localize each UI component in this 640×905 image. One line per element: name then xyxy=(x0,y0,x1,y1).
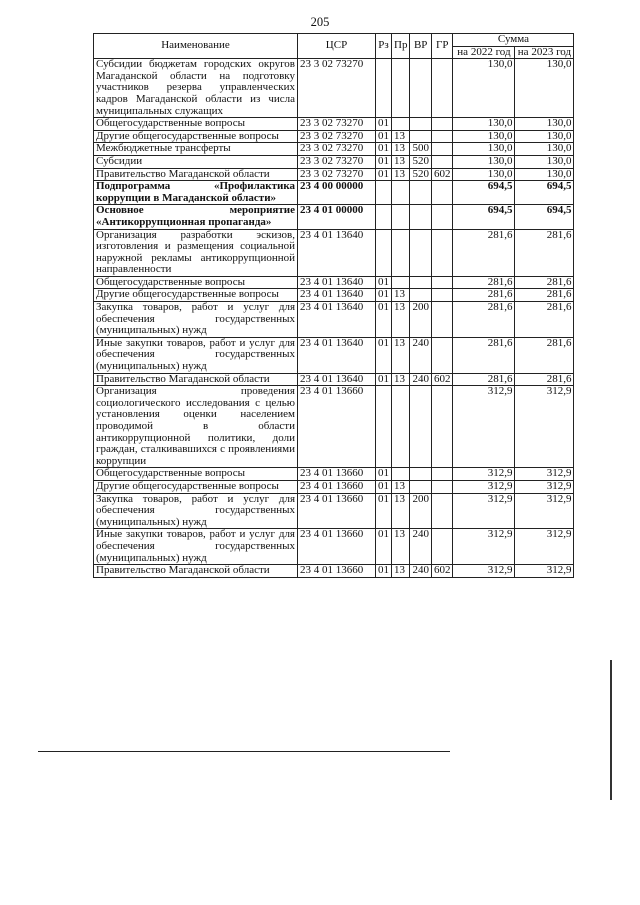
row-sum-2023: 130,0 xyxy=(515,168,574,181)
table-body xyxy=(94,59,574,578)
row-sum-2022: 281,6 xyxy=(453,289,515,302)
row-name: Другие общегосударственные вопросы xyxy=(94,480,298,493)
row-gr xyxy=(431,480,453,493)
table-row xyxy=(94,155,574,168)
row-vr xyxy=(410,468,432,481)
row-rz: 01 xyxy=(376,493,392,529)
row-csr: 23 4 01 13660 xyxy=(298,468,376,481)
header-pr: Пр xyxy=(392,34,410,59)
row-vr xyxy=(410,276,432,289)
row-csr: 23 4 01 13640 xyxy=(298,276,376,289)
row-csr: 23 4 01 13660 xyxy=(298,493,376,529)
row-rz: 01 xyxy=(376,529,392,565)
row-rz: 01 xyxy=(376,468,392,481)
table-row xyxy=(94,565,574,578)
table-row xyxy=(94,529,574,565)
bottom-divider xyxy=(38,751,450,752)
row-rz xyxy=(376,181,392,205)
row-gr xyxy=(431,143,453,156)
table-row xyxy=(94,289,574,302)
row-csr: 23 4 00 00000 xyxy=(298,181,376,205)
row-sum-2023: 281,6 xyxy=(515,229,574,276)
row-pr: 13 xyxy=(392,130,410,143)
table-row xyxy=(94,181,574,205)
scan-edge-line xyxy=(610,660,612,800)
row-name: Основное мероприятие «Антикоррупционная пропаганда» xyxy=(94,205,298,229)
table-row xyxy=(94,337,574,373)
row-rz: 01 xyxy=(376,480,392,493)
row-csr: 23 4 01 13640 xyxy=(298,337,376,373)
row-pr xyxy=(392,229,410,276)
row-rz: 01 xyxy=(376,289,392,302)
row-sum-2022: 130,0 xyxy=(453,155,515,168)
row-csr: 23 4 01 13660 xyxy=(298,529,376,565)
row-gr: 602 xyxy=(431,373,453,386)
row-vr xyxy=(410,386,432,468)
row-csr: 23 3 02 73270 xyxy=(298,130,376,143)
row-sum-2023: 130,0 xyxy=(515,155,574,168)
row-rz xyxy=(376,386,392,468)
row-sum-2022: 312,9 xyxy=(453,565,515,578)
row-rz xyxy=(376,229,392,276)
row-sum-2022: 130,0 xyxy=(453,143,515,156)
row-rz xyxy=(376,205,392,229)
row-pr xyxy=(392,181,410,205)
row-name: Закупка товаров, работ и услуг для обеспечения государственных (муниципальных) нужд xyxy=(94,302,298,338)
row-gr xyxy=(431,468,453,481)
table-row xyxy=(94,276,574,289)
row-name: Другие общегосударственные вопросы xyxy=(94,130,298,143)
row-rz: 01 xyxy=(376,337,392,373)
row-csr: 23 4 01 13660 xyxy=(298,480,376,493)
row-gr xyxy=(431,302,453,338)
row-name: Субсидии xyxy=(94,155,298,168)
row-pr: 13 xyxy=(392,565,410,578)
row-pr: 13 xyxy=(392,155,410,168)
row-name: Другие общегосударственные вопросы xyxy=(94,289,298,302)
row-name: Правительство Магаданской области xyxy=(94,565,298,578)
row-sum-2023: 130,0 xyxy=(515,118,574,131)
table-header xyxy=(94,34,574,59)
row-vr xyxy=(410,130,432,143)
row-sum-2023: 312,9 xyxy=(515,480,574,493)
row-sum-2023: 694,5 xyxy=(515,181,574,205)
header-sum: Сумма xyxy=(453,34,574,47)
header-year-2023: на 2023 год xyxy=(515,46,574,59)
row-gr xyxy=(431,181,453,205)
row-gr xyxy=(431,229,453,276)
row-vr: 240 xyxy=(410,565,432,578)
row-pr: 13 xyxy=(392,529,410,565)
row-gr: 602 xyxy=(431,565,453,578)
row-vr: 200 xyxy=(410,302,432,338)
row-rz: 01 xyxy=(376,118,392,131)
row-vr: 240 xyxy=(410,529,432,565)
table-row xyxy=(94,493,574,529)
row-vr: 520 xyxy=(410,155,432,168)
row-sum-2022: 130,0 xyxy=(453,130,515,143)
row-rz: 01 xyxy=(376,130,392,143)
row-rz xyxy=(376,59,392,118)
row-sum-2023: 312,9 xyxy=(515,386,574,468)
row-vr: 240 xyxy=(410,373,432,386)
row-sum-2022: 694,5 xyxy=(453,205,515,229)
row-name: Подпрограмма «Профилактика коррупции в Магаданской области» xyxy=(94,181,298,205)
row-pr xyxy=(392,205,410,229)
row-vr xyxy=(410,205,432,229)
row-vr xyxy=(410,59,432,118)
row-rz: 01 xyxy=(376,565,392,578)
table-row xyxy=(94,59,574,118)
row-gr xyxy=(431,337,453,373)
row-sum-2023: 281,6 xyxy=(515,337,574,373)
row-csr: 23 4 01 13640 xyxy=(298,229,376,276)
row-vr: 200 xyxy=(410,493,432,529)
row-pr xyxy=(392,59,410,118)
table-row xyxy=(94,130,574,143)
row-csr: 23 4 01 13660 xyxy=(298,386,376,468)
row-sum-2023: 130,0 xyxy=(515,130,574,143)
table-row xyxy=(94,468,574,481)
row-sum-2022: 130,0 xyxy=(453,168,515,181)
row-gr xyxy=(431,118,453,131)
row-sum-2023: 281,6 xyxy=(515,289,574,302)
row-sum-2022: 312,9 xyxy=(453,493,515,529)
row-gr xyxy=(431,386,453,468)
row-csr: 23 4 01 13640 xyxy=(298,302,376,338)
row-gr xyxy=(431,529,453,565)
table-row xyxy=(94,302,574,338)
row-sum-2022: 694,5 xyxy=(453,181,515,205)
header-vr: ВР xyxy=(410,34,432,59)
row-name: Правительство Магаданской области xyxy=(94,168,298,181)
row-pr: 13 xyxy=(392,337,410,373)
row-rz: 01 xyxy=(376,168,392,181)
row-vr xyxy=(410,289,432,302)
row-sum-2022: 281,6 xyxy=(453,229,515,276)
row-vr xyxy=(410,118,432,131)
header-rz: Рз xyxy=(376,34,392,59)
row-name: Закупка товаров, работ и услуг для обеспечения государственных (муниципальных) нужд xyxy=(94,493,298,529)
row-pr: 13 xyxy=(392,302,410,338)
row-sum-2023: 312,9 xyxy=(515,529,574,565)
row-vr: 240 xyxy=(410,337,432,373)
row-gr xyxy=(431,155,453,168)
row-vr: 520 xyxy=(410,168,432,181)
row-rz: 01 xyxy=(376,373,392,386)
row-gr xyxy=(431,130,453,143)
row-csr: 23 3 02 73270 xyxy=(298,168,376,181)
row-gr xyxy=(431,205,453,229)
row-sum-2022: 312,9 xyxy=(453,529,515,565)
row-sum-2022: 281,6 xyxy=(453,276,515,289)
header-csr: ЦСР xyxy=(298,34,376,59)
row-sum-2023: 312,9 xyxy=(515,565,574,578)
table-row xyxy=(94,373,574,386)
row-name: Межбюджетные трансферты xyxy=(94,143,298,156)
row-sum-2022: 281,6 xyxy=(453,302,515,338)
header-year-2022: на 2022 год xyxy=(453,46,515,59)
row-name: Иные закупки товаров, работ и услуг для обеспечения государственных (муниципальных) нужд xyxy=(94,337,298,373)
row-name: Субсидии бюджетам городских округов Магаданской области на подготовку участников резерва управленческих кадров Магаданской области из числа муниципальных служащих xyxy=(94,59,298,118)
row-gr xyxy=(431,276,453,289)
header-gr: ГР xyxy=(431,34,453,59)
row-name: Организация разработки эскизов, изготовления и размещения социальной наружной рекламы антикоррупционной направленности xyxy=(94,229,298,276)
row-gr: 602 xyxy=(431,168,453,181)
row-csr: 23 3 02 73270 xyxy=(298,59,376,118)
budget-table xyxy=(93,33,574,578)
row-pr: 13 xyxy=(392,493,410,529)
row-csr: 23 3 02 73270 xyxy=(298,143,376,156)
row-pr: 13 xyxy=(392,143,410,156)
page-number: 205 xyxy=(310,15,330,29)
row-rz: 01 xyxy=(376,302,392,338)
row-csr: 23 4 01 13660 xyxy=(298,565,376,578)
row-sum-2023: 312,9 xyxy=(515,468,574,481)
row-sum-2023: 694,5 xyxy=(515,205,574,229)
row-pr: 13 xyxy=(392,480,410,493)
row-vr xyxy=(410,181,432,205)
row-pr: 13 xyxy=(392,168,410,181)
row-sum-2022: 312,9 xyxy=(453,468,515,481)
row-pr xyxy=(392,386,410,468)
row-sum-2022: 281,6 xyxy=(453,373,515,386)
row-sum-2022: 312,9 xyxy=(453,386,515,468)
row-gr xyxy=(431,289,453,302)
table-row xyxy=(94,205,574,229)
row-sum-2022: 312,9 xyxy=(453,480,515,493)
row-sum-2023: 130,0 xyxy=(515,143,574,156)
row-sum-2022: 281,6 xyxy=(453,337,515,373)
row-name: Общегосударственные вопросы xyxy=(94,118,298,131)
row-name: Организация проведения социологического исследования с целью установления оценки населением проводимой в области антикоррупционной политики, доли граждан, сталкивавшихся с проявлениями коррупции xyxy=(94,386,298,468)
row-csr: 23 4 01 13640 xyxy=(298,373,376,386)
row-pr: 13 xyxy=(392,289,410,302)
row-vr xyxy=(410,480,432,493)
row-pr xyxy=(392,468,410,481)
row-sum-2022: 130,0 xyxy=(453,59,515,118)
row-csr: 23 4 01 13640 xyxy=(298,289,376,302)
table-row xyxy=(94,118,574,131)
row-csr: 23 3 02 73270 xyxy=(298,118,376,131)
row-name: Общегосударственные вопросы xyxy=(94,276,298,289)
row-csr: 23 3 02 73270 xyxy=(298,155,376,168)
table-row xyxy=(94,480,574,493)
table-row xyxy=(94,386,574,468)
table-row xyxy=(94,143,574,156)
row-sum-2023: 130,0 xyxy=(515,59,574,118)
row-gr xyxy=(431,493,453,529)
row-vr: 500 xyxy=(410,143,432,156)
row-name: Правительство Магаданской области xyxy=(94,373,298,386)
header-name: Наименование xyxy=(94,34,298,59)
table-row xyxy=(94,168,574,181)
row-gr xyxy=(431,59,453,118)
row-sum-2022: 130,0 xyxy=(453,118,515,131)
row-rz: 01 xyxy=(376,155,392,168)
row-sum-2023: 281,6 xyxy=(515,373,574,386)
row-name: Общегосударственные вопросы xyxy=(94,468,298,481)
row-rz: 01 xyxy=(376,276,392,289)
row-name: Иные закупки товаров, работ и услуг для обеспечения государственных (муниципальных) нужд xyxy=(94,529,298,565)
row-pr xyxy=(392,276,410,289)
row-sum-2023: 312,9 xyxy=(515,493,574,529)
row-vr xyxy=(410,229,432,276)
row-rz: 01 xyxy=(376,143,392,156)
row-csr: 23 4 01 00000 xyxy=(298,205,376,229)
row-sum-2023: 281,6 xyxy=(515,302,574,338)
row-pr: 13 xyxy=(392,373,410,386)
row-sum-2023: 281,6 xyxy=(515,276,574,289)
row-pr xyxy=(392,118,410,131)
table-row xyxy=(94,229,574,276)
